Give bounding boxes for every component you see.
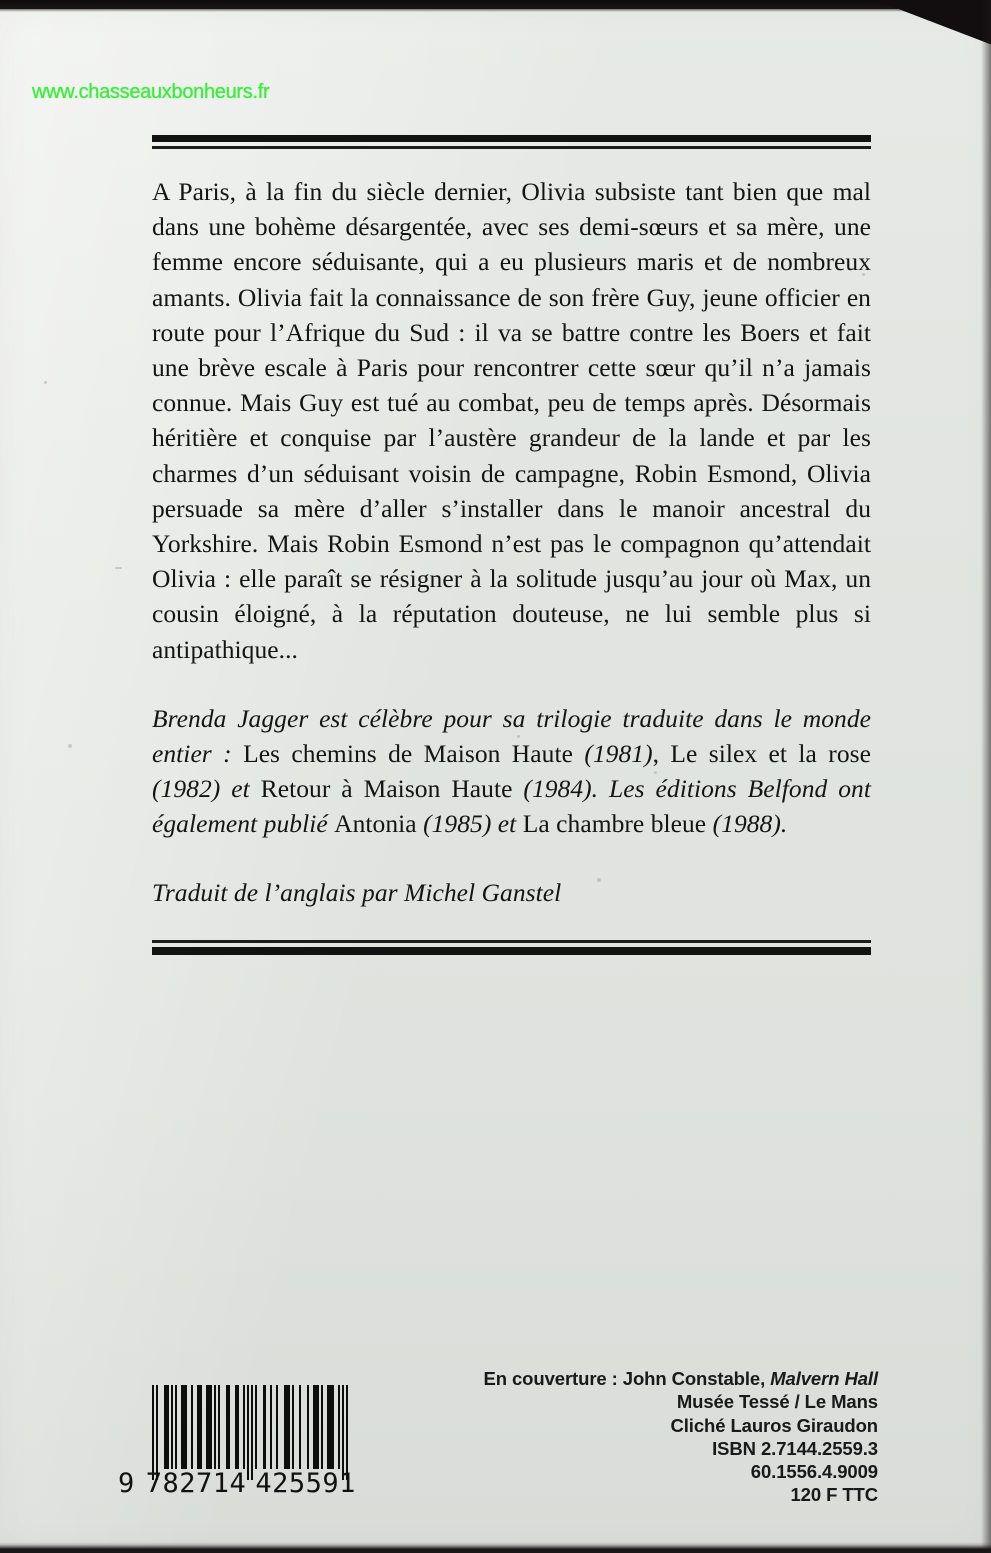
isbn-text: ISBN 2.7144.2559.3: [712, 1437, 878, 1459]
top-rule: [152, 135, 871, 152]
reference-number: 60.1556.4.9009: [750, 1461, 878, 1483]
book-title-1: Les chemins de Maison Haute: [243, 739, 573, 769]
cover-credits-block: [484, 1367, 878, 1507]
photo-credit: Cliché Lauros Giraudon: [670, 1414, 878, 1436]
book-title-3: Retour à Maison Haute: [260, 774, 513, 804]
top-rule-thick-bar: [152, 135, 871, 142]
paper-speck: [68, 744, 72, 748]
bottom-rule: [152, 940, 871, 957]
book-title-5: La chambre bleue: [522, 809, 707, 839]
bio-lead-in: Brenda Jagger est célèbre pour sa trilogie traduite dans le monde entier :: [152, 703, 871, 769]
barcode-bar: [346, 1385, 348, 1480]
back-cover-text-block: [152, 135, 871, 957]
publisher-lead-in: Les éditions Belfond ont également publié: [152, 774, 871, 839]
barcode-lead-digit: 9: [118, 1468, 135, 1499]
author-bibliography-paragraph: [152, 701, 871, 842]
book-year-1: (1981): [572, 739, 653, 769]
translator-credit: Traduit de l’anglais par Michel Ganstel: [152, 877, 562, 907]
book-back-cover-page: [0, 9, 991, 1549]
barcode-right-group: 425591: [255, 1468, 356, 1499]
book-year-3: (1984).: [512, 774, 610, 804]
photo-right-edge: [981, 0, 991, 1553]
book-year-5: (1988).: [706, 809, 788, 839]
museum-credit: Musée Tessé / Le Mans: [676, 1391, 878, 1413]
top-rule-thin-line: [152, 146, 871, 149]
book-title-2: Le silex et la rose: [670, 739, 871, 769]
ean13-barcode: [118, 1385, 356, 1499]
paper-speck: [44, 381, 47, 384]
barcode-bars: [152, 1385, 348, 1469]
site-watermark: www.chasseauxbonheurs.fr: [32, 81, 270, 103]
cover-artwork-credit: [484, 1367, 878, 1390]
book-year-4: (1985): [416, 809, 498, 839]
photo-top-edge: [0, 0, 991, 12]
price-text: 120 F TTC: [790, 1484, 878, 1506]
paper-scuff: [115, 567, 122, 569]
page-bottom-edge-shadow: [0, 1542, 991, 1549]
cover-artwork-prefix: En couverture : John Constable,: [483, 1368, 771, 1389]
bio-conjunction-1: et: [231, 774, 261, 804]
bio-conjunction-2: et: [497, 809, 523, 839]
synopsis-paragraph: A Paris, à la fin du siècle dernier, Olivia subsiste tant bien que mal dans une bohème désargentée, avec ses demi-sœurs et sa mère, une femme encore séduisante, qui a eu plusieurs maris et de nombreux amants. Olivia fait la connaissance de son frère Guy, jeune officier en route pour l’Afrique du Sud : il va se battre contre les Boers et fait une brève escale à Paris pour rencontrer cette sœur qu’il n’a jamais connue. Mais Guy est tué au combat, peu de temps après. Désormais héritière et conquise par l’austère grandeur de la lande et par les charmes d’un séduisant voisin de campagne, Robin Esmond, Olivia persuade sa mère d’aller s’installer dans le manoir ancestral du Yorkshire. Mais Robin Esmond n’est pas le compagnon qu’attendait Olivia : elle paraît se résigner à la solitude jusqu’au jour où Max, un cousin éloigné, à la réputation douteuse, ne lui semble plus si antipathique...: [152, 177, 871, 664]
book-title-4: Antonia: [334, 809, 417, 839]
bottom-rule-thick-bar: [152, 947, 871, 955]
book-year-2: (1982): [152, 774, 232, 804]
cover-artwork-title: Malvern Hall: [770, 1368, 878, 1389]
barcode-digits: [118, 1468, 356, 1499]
bio-separator-1: ,: [652, 739, 671, 769]
barcode-left-group: 782714: [145, 1468, 247, 1499]
